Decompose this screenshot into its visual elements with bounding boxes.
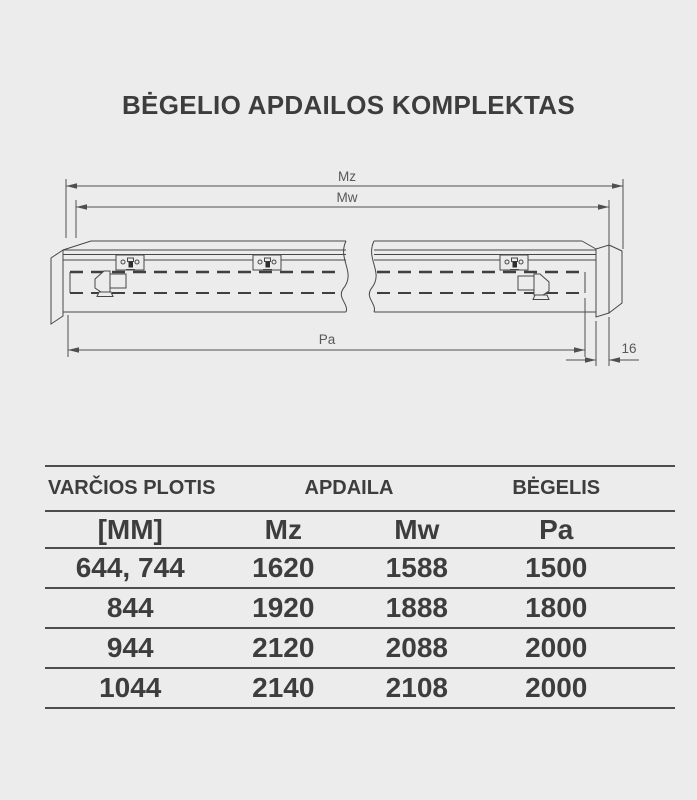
table-cell: 644, 744: [75, 552, 185, 583]
page-title: BĖGELIO APDAILOS KOMPLEKTAS: [121, 90, 575, 120]
table-cell: 2120: [252, 632, 315, 663]
table-row: [45, 628, 675, 668]
mounting-bracket: [116, 255, 144, 270]
table-cell: 944: [106, 632, 154, 663]
mw-label: Mw: [336, 190, 358, 205]
table-row: [45, 548, 675, 588]
table-cell: 1920: [252, 592, 315, 623]
break-line-left: [341, 241, 348, 312]
dimension-mw: [76, 190, 609, 247]
header-varcios-plotis: VARČIOS PLOTIS: [48, 477, 216, 499]
header-apdaila: APDAILA: [304, 477, 394, 499]
dimension-pa: [68, 298, 585, 357]
table-subheader-row: [45, 511, 675, 548]
technical-drawing: [0, 155, 697, 390]
roller-clip-right: [518, 274, 549, 300]
table-row: [45, 668, 675, 708]
mz-label: Mz: [338, 169, 356, 184]
rail-right-segment: [369, 241, 622, 317]
table-cell: 2000: [525, 672, 588, 703]
spec-table: [45, 465, 675, 709]
table-cell: 1500: [525, 552, 588, 583]
subheader-mm: [MM]: [97, 513, 163, 545]
break-line-right: [369, 241, 376, 312]
table-cell: 1588: [385, 552, 448, 583]
mounting-bracket: [253, 255, 281, 270]
table-cell: 2140: [252, 672, 315, 703]
table-cell: 2108: [385, 672, 448, 703]
header-begelis: BĖGELIS: [512, 477, 601, 499]
dimension-16: [566, 317, 639, 366]
subheader-mw: Mw: [394, 513, 440, 545]
table-cell: 1620: [252, 552, 315, 583]
subheader-pa: Pa: [539, 513, 574, 545]
rail-right-end-cap: [596, 245, 609, 317]
rail-left-end-cap: [51, 250, 63, 324]
rail-right-end-cap-side: [609, 245, 622, 313]
subheader-mz: Mz: [264, 513, 302, 545]
mounting-bracket: [500, 255, 528, 270]
dimension-mz: [66, 169, 623, 249]
table-cell: 844: [106, 592, 154, 623]
table-cell: 1044: [99, 672, 162, 703]
table-cell: 1888: [385, 592, 448, 623]
table-row: [45, 588, 675, 628]
table-cell: 2000: [525, 632, 588, 663]
pa-label: Pa: [318, 332, 336, 347]
table-header-row: [45, 466, 675, 511]
cap-width-label: 16: [621, 341, 637, 356]
table-cell: 2088: [385, 632, 448, 663]
table-cell: 1800: [525, 592, 588, 623]
